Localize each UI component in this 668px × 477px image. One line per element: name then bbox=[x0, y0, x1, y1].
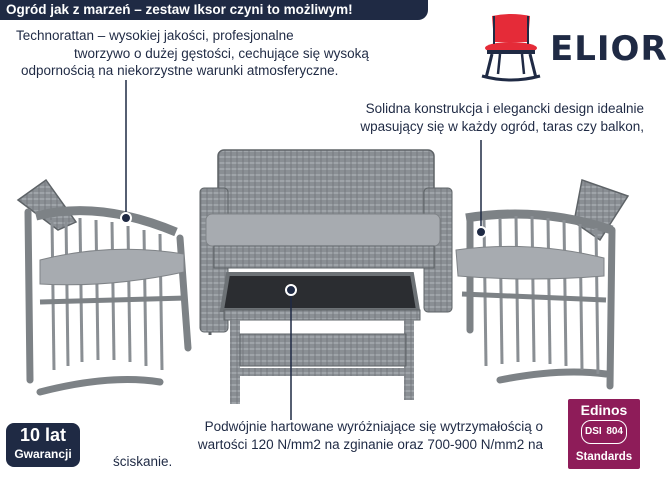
brand-name: ELIOR bbox=[550, 29, 668, 69]
technorattan-description bbox=[16, 27, 436, 80]
warranty-years: 10 lat bbox=[19, 425, 67, 445]
construction-line-2: wpasujący się w każdy ogród, taras czy balkon, bbox=[360, 118, 644, 134]
furniture-illustration bbox=[0, 130, 650, 420]
technorattan-line-3: odpornością na niekorzystne warunki atmosferyczne. bbox=[21, 63, 339, 78]
construction-line-1: Solidna konstrukcja i elegancki design idealnie bbox=[365, 101, 644, 116]
certificate-right: 804 bbox=[606, 426, 623, 437]
certificate-left: DSI bbox=[585, 426, 602, 437]
technorattan-pointer bbox=[121, 80, 131, 223]
banner-title: Ogród jak z marzeń – zestaw Iksor czyni to możliwym! bbox=[6, 2, 353, 17]
technorattan-line-1: Technorattan – wysokiej jakości, profesjonalne bbox=[16, 28, 294, 43]
brand-logo bbox=[478, 12, 668, 82]
warranty-badge bbox=[6, 423, 80, 467]
glass-line-1: Podwójnie hartowane wyróżniające się wytrzymałością o bbox=[204, 419, 543, 434]
chair-logo-icon bbox=[478, 12, 544, 82]
edinos-name: Edinos bbox=[580, 402, 628, 418]
coffee-table bbox=[222, 274, 420, 404]
glass-line-2: wartości 120 N/mm2 na zginanie oraz 700-900 N/mm2 na bbox=[197, 436, 543, 452]
title-banner bbox=[0, 0, 428, 20]
technorattan-line-2: tworzywo o dużej gęstości, cechujące się wysoką bbox=[74, 45, 369, 61]
left-armchair bbox=[18, 180, 188, 392]
warranty-label: Gwarancji bbox=[14, 447, 72, 461]
glass-description bbox=[113, 418, 543, 471]
glass-line-3: ściskanie. bbox=[113, 454, 173, 469]
certificate-standard: Standards bbox=[575, 451, 633, 463]
edinos-certificate bbox=[568, 399, 640, 469]
right-armchair bbox=[456, 180, 628, 386]
certificate-emblem bbox=[581, 420, 627, 444]
